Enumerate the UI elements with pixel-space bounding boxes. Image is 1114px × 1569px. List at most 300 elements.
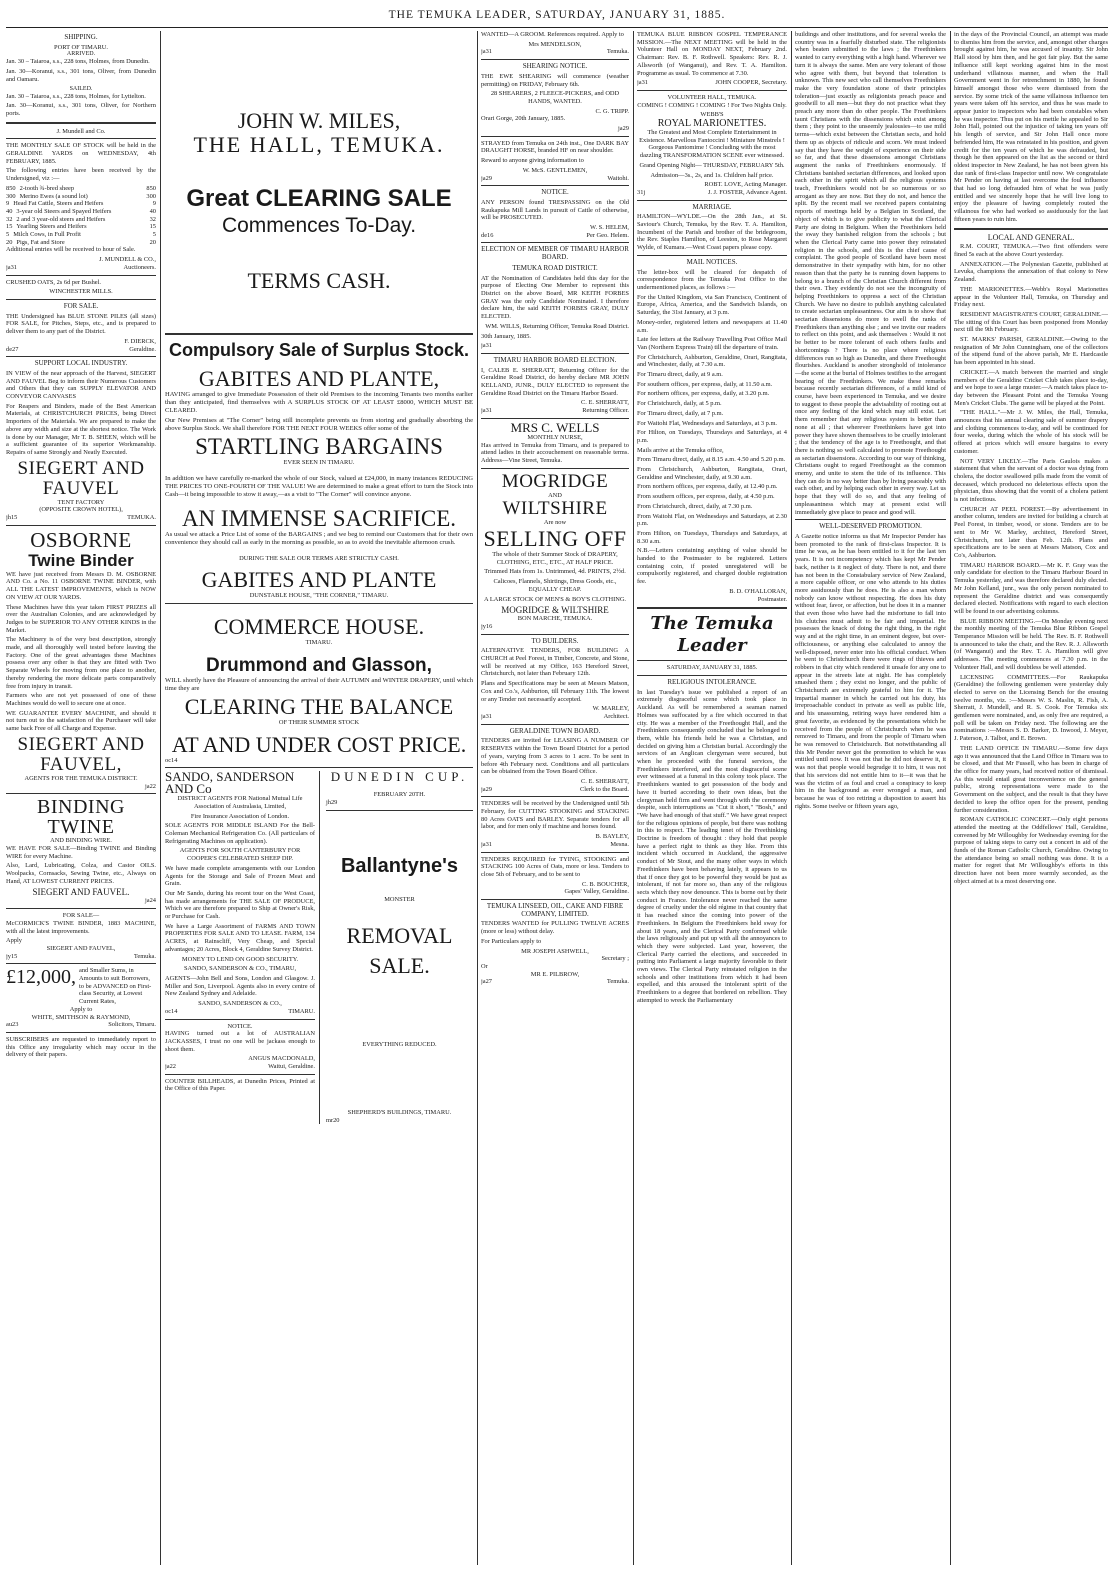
ad-ref: 31j xyxy=(637,188,646,196)
local-news-item: RESIDENT MAGISTRATE'S COURT, GERALDINE.—The sitting of this Court has been postponed from Monday next till the 9th February. xyxy=(954,310,1108,334)
ad-title: MOGRIDGE xyxy=(501,470,609,492)
stock-row xyxy=(6,216,156,224)
ad-role: Secretary ; xyxy=(601,955,629,963)
ad-ref: jh29 xyxy=(326,798,338,806)
ad-text: Trimmed Hats from 1s. Untrimmed, 4d. PRINTS, 2½d. xyxy=(484,568,626,576)
notice-text: From Hilton, on Tuesdays, Thursdays and Saturdays, at 8.30 a.m. xyxy=(637,529,787,545)
stock-row xyxy=(6,231,156,239)
ad-text: Also, Lard, Lubricating, Colza, and Castor OILS. Woolpacks, Cornsacks, Sewing Twine, etc., Always on Hand, AT LOWEST CURRENT PRICES. xyxy=(6,862,156,885)
ad-text: THE MONTHLY SALE OF STOCK will be held in the GERALDINE YARDS on WEDNESDAY, 4th FEBRUARY, 1885. xyxy=(6,142,156,165)
divider xyxy=(165,603,473,604)
local-news-list xyxy=(954,243,1108,885)
ad-title: £12,000, xyxy=(6,966,76,989)
ad-subtitle: (OPPOSITE CROWN HOTEL), xyxy=(39,506,123,514)
ad-text: AT the Nomination of Candidates held this day for the purpose of Electing One Member to represent this District on the above Board, MR KEITH FORBES GRAY was the only Candidate Nominated. I therefore declare him, the said KEITH FORBES GRAY, DULY ELECTED. xyxy=(481,274,629,321)
section-heading: SHIPPING. xyxy=(64,33,98,41)
ad-title: Ballantyne's xyxy=(340,854,459,877)
stock-description: Yearling Steers and Heifers xyxy=(16,223,87,231)
ad-text: Or xyxy=(481,962,488,970)
ad-heading: TO BUILDERS. xyxy=(531,636,579,645)
ad-signature: JOHN COOPER, Secretary. xyxy=(715,79,787,87)
ad-subtitle: DUNSTABLE HOUSE, "THE CORNER," TIMARU. xyxy=(249,592,389,600)
ad-signature: W. S. HELEM, xyxy=(590,224,629,232)
ad-text: A LARGE STOCK OF MEN'S & BOY'S CLOTHING. xyxy=(483,595,627,603)
ad-text: 28 SHEARERS, 2 FLEECE-PICKERS, and ODD HANDS, WANTED. xyxy=(490,90,620,105)
ad-title: AN IMMENSE SACRIFICE. xyxy=(181,505,457,531)
divider xyxy=(165,767,473,768)
right-ads xyxy=(326,771,473,1124)
notice-text: Late fee letters at the Railway Travelling Post Office Mail Van (Northern Express Train) till the departure of train. xyxy=(637,336,787,351)
ad-text: Has arrived in Temuka from Timaru, and is prepared to attend ladies in their accouchement on reasonable terms. Address—Vine Street, Temuka. xyxy=(481,441,629,464)
ad-signature: J. J. FOSTER, Advance Agent. xyxy=(707,188,787,196)
local-news-item: ST. MARKS' PARISH, GERALDINE.—Owing to the resignation of Mr John Cunningham, one of the collectors of the stipend fund of the above parish, Mr E. Hardcastle has been appointed in his stead. xyxy=(954,336,1108,367)
ad-text: Our New Premises at "The Corner" being still incomplete prevents us from storing and gradually absorbing the above Surplus Stock. We shall therefore FOR THE NEXT FOUR WEEKS offer some of the xyxy=(165,417,473,432)
divider xyxy=(6,138,156,139)
stock-count: 32 xyxy=(149,215,156,223)
ad-subtitle: DURING THE SALE OUR TERMS ARE STRICTLY CASH. xyxy=(239,554,399,562)
ad-subtitle: FEBRUARY 20TH. xyxy=(373,791,426,799)
divider xyxy=(481,468,629,469)
ad-subtitle: MONSTER xyxy=(384,895,415,903)
stock-description: 2-tooth ¾-bred sheep xyxy=(19,184,75,192)
ad-ref: au23 xyxy=(6,1021,19,1029)
notice-text: From southern offices, per express, daily, at 4.50 p.m. xyxy=(637,493,775,501)
notice-text: For Timaru direct, daily, at 9 a.m. xyxy=(637,371,723,379)
shipping-entry: Jan. 30 – Taiaroa, s.s., 228 tons, Holmes, from Dunedin. xyxy=(6,58,150,66)
ad-signature: F. DIERCK, xyxy=(124,337,156,345)
divider xyxy=(481,418,629,419)
ad-heading: TEMUKA ROAD DISTRICT. xyxy=(512,263,598,272)
article-body: A Gazette notice informs us that Mr Inspector Pender has been promoted to the rank of first-class Inspector. It is time he was, as he has been entitled to it for the last ten years. It is not incompetency which has kept Mr Pender back, neither is it neglect of duty. There is not, and there has not been in the Constabulary service of New Zealand, a more capable officer, or one who attends to his duties more assiduously than he does. He is also a man whom nobody can know without respecting. He does his duty without fear, favor, or affection, but he does it in a manner that even those who have had the misfortune to fall into his clutches must admit to be fair and impartial. He possesses the knack of doing the right thing, in the right way and at the right time, in an eminent degree, but over-officiousness, or anything else calculated to annoy the well-disposed, never enter into his official conduct. When he went to Christchurch there were rings of thieves and robbers in that city which rendered it unsafe for any one to appear in the streets late at night. He has completely smashed them ; they exist no longer, and the public of Christchurch are extremely grateful to him for it. The impartial manner in which he carried out his duty, his irreproachable conduct in private as well as public life, and his unassuming, retiring ways have rendered him a great favorite, as evidenced by the presentations which he received from the people of Christchurch when he was removed to Timaru, and from the people of Timaru when he was removed to Christchurch. But notwithstanding all this Mr Pender never got the promotion to which he was entitled until now. It was not that he did not deserve it, it was not that people would begrudge it to him, it was not that his services did not entitle him to it—it was that he was the victim of as foul and cruel a conspiracy to keep him in the background as ever wronged a man, and because he was of too retiring a disposition to assert his rights. Some twelve or fifteen years ago, xyxy=(795,533,946,810)
ad-signature: MOGRIDGE & WILTSHIRE xyxy=(501,605,609,616)
ad-heading: NOTICE. xyxy=(227,1022,253,1030)
ad-signature: C. B. BOUCHER, xyxy=(581,880,629,888)
ad-text: For Reapers and Binders, made of the Best American Materials, at CHRISTCHURCH PRICES, being Direct Importers of the Materials. We are prepared to make the above any width and size at the shortest notice. The Work is done by our Manager, Mr T. B. SHEEN, which will be a sufficient guarantee of its superior Workmanship. Repairs of same Strongly and Neatly Executed. xyxy=(6,402,156,456)
ad-text: The Greatest and Most Complete Entertainment in Existence. Marvellous Fantoccini ! Miniature Minstrels ! Gorgeous Pantomime ! Concluding with the most dazzling TRANSFORMATION SCENE ever witnessed. xyxy=(639,129,785,160)
ad-ref: jh15 xyxy=(6,514,18,522)
ad-title: GABITES AND PLANTE xyxy=(201,567,437,593)
notice-text: Money-order, registered letters and newspapers at 11.40 a.m. xyxy=(637,318,787,334)
divider xyxy=(6,908,156,909)
notice-text: For northern offices, per express, daily, at 3.20 p.m. xyxy=(637,390,770,398)
ad-text: WE have just received from Messrs D. M. OSBORNE AND Co. a No. 11 OSBORNE TWINE BINDER, with ALL THE LATEST IMPROVEMENTS, which is NOW ON VIEW AT OUR YARDS. xyxy=(6,570,156,601)
ad-text: THE Undersigned has BLUE STONE PILES (all sizes) FOR SALE, for Pitches, Steps, etc., and is prepared to deliver them to any part of the District. xyxy=(6,312,156,336)
subheading: SAILED. xyxy=(69,85,93,92)
article-body: In last Tuesday's issue we published a report of an extremely disgraceful scene which took place in Auckland. As will be remembered a seaman named Holmes was suffocated by a fire which occurred in that city. He was a member of the Freethought Hall, and the Freethinkers consequently concluded that he belonged to them, while his friends held he was a Christian, and decided on giving him a Christian burial. Accordingly the services of an Anglican clergyman were secured, but when he proceeded with the funeral services, the Freethinkers interfered, and the most disgraceful scene ever witnessed at a funeral in this colony took place. The Freethinkers wanted to get possession of the body and have it buried according to their own ideas, but the clergyman held firm and went through with the ceremony despite, such interruptions as "Cut it short," "Bosh," and "We have had enough of that stuff." We have great respect for the religious opinions of people, but there was nothing in this to respect. The leading tenet of the Freethinking Doctrine is freedom of thought : they hold that people have a perfect right to think as they like. From this incident which occurred in Auckland, the aggressive conduct of Mr Stout, and the many other ways in which Freethinkers have been behaving lately, it appears to us that if once they got to be powerful they would be just as intolerant, if not far more so, than any of the religious sects which they now denounce. This is borne out by their conduct in France. Intolerance never reached the same degree of cruelty under the old régime in that country that it has reached since the coming into power of the Freethinkers. In Belgium the Freethinkers held sway for about 18 years, and the Clerical Party conformed while the laws religiously and put up with all the annoyances to which they were subjected. Last year, however, the Clerical Party carried the elections, and succeeded in putting into Parliament a large majority favorable to their own views. The Clerical Party reinstated religion in the schools and other institutions from which it had been expelled, and this aroused the intolerant spirit of the Freethinkers to a degree that bordered on rebellion. They attempted to wreck the Parliamentary xyxy=(637,688,787,1004)
ad-role: Clerk to the Board. xyxy=(580,785,629,793)
notice-text: For Christchurch, Ashburton, Geraldine, Orari, Rangitata, and Winchester, daily, at 7.30 a.m. xyxy=(637,353,787,369)
ad-text: Additional entries will be received to hour of Sale. xyxy=(6,246,136,254)
stock-list xyxy=(6,185,156,247)
ad-ref: de16 xyxy=(481,231,494,239)
notice-text: For southern offices, per express, daily, at 11.50 a.m. xyxy=(637,380,773,388)
stock-row xyxy=(6,223,156,231)
ad-title: SANDO, SANDERSON AND Co xyxy=(165,769,295,797)
ad-text: The Machinery is of the very best description, strongly made, and all thoroughly well tested before leaving the Factory. One of the great advantages these Machines possess over any other is that they are fitted with Two Separate Wheels for moving from one place to another, thereby rendering the more delicate parts comparatively free from injury in transit. xyxy=(6,636,156,690)
ad-ref: jy15 xyxy=(6,952,18,960)
ad-title: BINDING TWINE xyxy=(37,796,125,839)
divider xyxy=(481,899,629,900)
ad-title: Compulsory Sale of Surplus Stock. xyxy=(168,340,470,360)
ad-title: Great CLEARING SALE xyxy=(186,185,452,212)
stock-count: 20 xyxy=(149,238,156,246)
subheading: PORT OF TIMARU. xyxy=(54,43,108,51)
ad-title: OSBORNE xyxy=(30,527,132,552)
ad-text: ANY PERSON found TRESPASSING on the Old Raukapuka Mill Lands in pursuit of Cattle of otherwise, will be PROSECUTED. xyxy=(481,198,629,222)
notice-text: From Christchurch, direct, daily, at 7.30 p.m. xyxy=(637,502,753,510)
ad-text: WE GUARANTEE EVERY MACHINE, and should it not turn out to the satisfaction of the Purchaser will take same back Free of all Charge and Expense. xyxy=(6,709,156,733)
column-1 xyxy=(6,31,156,1565)
ad-role: Postmaster. xyxy=(757,595,787,603)
notice-text: From northern offices, per express, daily, at 12.40 p.m. xyxy=(637,483,778,491)
ad-title: ROYAL MARIONETTES. xyxy=(657,118,767,130)
ad-signature: J. MUNDELL & CO., xyxy=(99,256,156,264)
ad-signature: WM. WILLS, Returning Officer, Temuka Road District. xyxy=(485,322,629,330)
ad-text: and Smaller Sums, in Amounts to suit Borrowers, to be ADVANCED on First-class Security, at Lowest Current Rates, xyxy=(79,967,152,1006)
ad-text: MONEY TO LEND ON GOOD SECURITY. xyxy=(181,955,299,963)
ad-signature: Mrs MENDELSON, xyxy=(528,40,582,48)
ad-subtitle: AND BINDING WIRE. xyxy=(50,837,112,845)
divider xyxy=(6,525,156,526)
ad-signature: WINCHESTER MILLS. xyxy=(49,288,113,296)
ad-text: These Machines have this year taken FIRST PRIZES all over the Australian Colonies, and are acknowledged by Judges to be SUPERIOR TO ANY OTHER KINDS in the Market. xyxy=(6,603,156,634)
ad-title: MRS C. WELLS xyxy=(510,419,600,435)
ad-signature: C. E. SHERRATT, xyxy=(581,777,629,785)
ad-subtitle: SHEPHERD'S BUILDINGS, TIMARU. xyxy=(347,1109,452,1117)
divider xyxy=(481,634,629,635)
notice-text: For Hilton, on Tuesdays, Thursdays and Saturdays, at 4 p.m. xyxy=(637,429,787,444)
ad-text: TENDERS are invited for LEASING A NUMBER OF RESERVES within the Town Board District for a period of years, varying from 3 acres to 1 acre. To be sent in before 4th February next. Conditions and all particulars can be obtained from the Town Board Office. xyxy=(481,737,629,776)
divider xyxy=(637,660,787,661)
ad-title: Drummond and Glasson, xyxy=(206,654,432,676)
stock-description: Head Fat Cattle, Steers and Heifers xyxy=(13,200,104,208)
ad-text: COUNTER BILLHEADS, at Dunedin Prices, Printed at the Office of this Paper. xyxy=(165,1077,315,1093)
local-news-item: "THE HALL."—Mr J. W. Miles, the Hall, Temuka, announces that his annual clearing sale of summer drapery and clothing commences to-day, and will be continued for four weeks, during which the whole of his stock will be offered at prices which will ensure bargains to every customer. xyxy=(954,409,1108,455)
ad-place: Mesna. xyxy=(610,840,629,848)
ad-subtitle: WEBB'S xyxy=(700,111,724,119)
shipping-entry: Jan. 30 – Taiaroa, s.s., 228 tons, Holmes, for Lyttelton. xyxy=(6,92,146,100)
notice-text: For Waitohi Flat, Wednesdays and Saturdays, at 3 p.m. xyxy=(637,419,778,427)
stock-count: 40 xyxy=(6,207,13,215)
ad-text: Reward to anyone giving information to xyxy=(481,157,584,165)
article-body: buildings and other institutions, and for several weeks the country was in a fearfully disturbed state. The religionists when beaten submitted to the laws ; the Freethinkers wanted to carry everything with a high hand. Wherever we turn it is always the same. Men are very tolerant of those who agree with them, but beyond that toleration is unknown. This new sect who call themselves Freethinkers make the very foundation stone of their principles toleration—just exactly as religionists preach peace and goodwill to all men—but they do not practice what they preach any more than do other people. The Freethinkers taunt Christians with the dissensions which exist among them ; they point to the unseemly jealousies—to use mild terms—which exist between the Christian sects, and hold them up as objects of ridicule and scorn. We must indeed say that they have the weight of experience on their side so far, and that these dissensions amongst Christians augment the ranks of Freethinkers enormously. If Christians banished sectarian differences, and looked upon each other in the spirit which all the religious systems teach, Freethinkers would not be so numerous or so arrogant as they are now. But they do not, and hence the split. By the recent mail we received papers containing reports of meetings held by a Belgian in Scotland, the object of which is to give publicity to what the Clerical Party are doing in Belgium. When the Freethinkers held the sway they banished religion from the schools ; but when the Clerical Party came into power they reinstated religion in the schools, and this is the chief cause of complaint. The good people of Scotland have been most demonstrative in their sympathy with him, for no other reason than that the party he is running down happens to belong to a branch of the Christian Church different from their own. They evidently do not see the incongruity of helping Freethinkers to oppress a sect of the Christian Church. We have no desire to publish anything calculated to create sectarian unpleasantness. Our aim is to show that sectarian dissensions do more to swell the ranks of Freethinkers than anything else ; and we invite our readers to reflect on this point, and ask themselves : Would it not be better to be more tolerant of each others faults and shortcomings ? There is no place where religious differences run so high as Dunedin, and there Freethought flourishes. Auckland is another stronghold of intolerance—the scene at the burial of Holmes testifies to the arrogant bearing of the Freethinkers. We make these remarks because recently sectarian differences, of a mild kind of course, have been experienced in Temuka, and we desire to suggest to these people the advisability of rooting out at once any feeling of the kind which may still exist. Let them remember that any religious system is better than none at all ; that wherever Freethinkers have got into power they have shown themselves to be cruelly intolerant ; that the tendency of the age is to Freethought, and that there is nothing so well calculated to promote Freethought as sectarian dissensions. According to our way of thinking, Christians ought to regard Freethought as the common enemy, and unite to stem the tide of its influence. This they can do in no way better than by living peaceably with each other, and by helping each other in every way. Let us hope that they will do so, and that any feeling of unpleasantness which may at present exist will immediately give place to peace and good will. xyxy=(795,31,946,516)
ad-place: Temuka. xyxy=(133,952,156,960)
shipping-entry: Jan. 30—Koranui, s.s., 301 tons, Oliver, from Dunedin and Oamaru. xyxy=(6,68,156,83)
ad-ref: ja31 xyxy=(481,840,493,848)
stock-count: 850 xyxy=(6,184,16,192)
divider xyxy=(326,810,473,811)
divider xyxy=(637,255,787,256)
ad-title: SIEGERT AND FAUVEL xyxy=(17,457,145,499)
ad-text: STRAYED from Temuka on 24th inst., One DARK BAY DRAUGHT HORSE, branded HF on near shoulder. xyxy=(481,139,629,155)
article-title: WELL-DESERVED PROMOTION. xyxy=(819,522,922,531)
notice-text: The letter-box will be cleared for despatch of correspondence from the Temuka Post Office to the undermentioned places, as follows :— xyxy=(637,268,787,291)
ad-text: Apply xyxy=(6,937,22,945)
ad-title: SIEGERT AND FAUVEL, xyxy=(17,733,145,775)
stock-count: 40 xyxy=(149,207,156,215)
notice-text: From Timaru direct, daily, at 8.15 a.m. 4.50 and 5.20 p.m. xyxy=(637,456,786,464)
ad-role: Architect. xyxy=(603,713,629,720)
local-news-item: R.M. COURT, TEMUKA.—Two first offenders were fined 5s each at the above Court yesterday. xyxy=(954,243,1108,258)
ad-signature: C. G. TRIPP. xyxy=(595,107,629,115)
ad-heading: NOTICE. xyxy=(541,188,569,197)
ad-text: TEMUKA BLUE RIBBON GOSPEL TEMPERANCE MISSION.—The NEXT MEETING will be held in the Volunteer Hall on MONDAY NEXT, February 2nd. Chairman: Rev. B. F. Rothwell. Speakers: Rev. R. J. Allsworth (of Wanganui), and Rev. T. A. Hamilton. Programme as usual. To commence at 7.30. xyxy=(637,31,787,77)
ad-text: TENDERS REQUIRED for TYING, STOOKING and STACKING 100 Acres of Oats, more or less. Tenders to close 5th of February, and to be sent to xyxy=(481,855,629,878)
ad-title: STARTLING BARGAINS xyxy=(195,434,443,459)
ad-text: As usual we attack a Price List of some of the BARGAINS ; and we beg to remind our Customers that for their own convenience they should call as early in the morning as possible, so as to avoid the inevitable afternoon crush. xyxy=(165,530,473,546)
divider xyxy=(481,353,629,354)
ad-text: IN VIEW of the near approach of the Harvest, SIEGERT AND FAUVEL Beg to inform their Numerous Customers and Others that they can SUPPLY ELEVATOR AND CONVEYOR CANVASES xyxy=(6,369,156,401)
ad-heading: SHEARING NOTICE. xyxy=(522,62,588,71)
ad-text: HAVING turned out a lot of AUSTRALIAN JACKASSES, I trust no one will be jackass enough to shoot them. xyxy=(165,1030,315,1053)
notice-text: N.B.—Letters containing anything of value should be handed to the Postmaster to be registered. Letters containing coin, if posted unregistered will be compulsorily registered, and charged double registration fee. xyxy=(637,547,787,586)
stock-count: 300 xyxy=(146,192,156,200)
column-divider xyxy=(633,31,634,1565)
ad-signature: SIEGERT AND FAUVEL, xyxy=(46,944,116,952)
divider xyxy=(6,275,156,276)
stock-count: 15 xyxy=(6,223,13,231)
notice-text: For the United Kingdom, via San Francisco, Continent of Europe, Africa, America, and the Sandwich Islands, on Saturday, the 31st January, at 3 p.m. xyxy=(637,293,787,317)
stock-count: 5 xyxy=(152,231,156,239)
ad-text: Fire Insurance Association of London. xyxy=(190,812,290,820)
divider xyxy=(6,122,156,124)
divider xyxy=(481,796,629,797)
stock-row xyxy=(6,193,156,201)
column-2 xyxy=(165,31,473,1565)
ad-text: DISTRICT AGENTS FOR National Mutual Life Association of Australasia, Limited, xyxy=(177,795,303,810)
divider xyxy=(637,200,787,201)
column-6 xyxy=(954,31,1108,1565)
ad-subtitle: OF THEIR SUMMER STOCK xyxy=(278,718,360,726)
ad-place: Waitohi. xyxy=(607,174,629,182)
ad-text: HAVING arranged to give Immediate Possession of their old Premises to the incoming Tenants two months earlier than they anticipated, find themselves with A SURPLUS STOCK OF AT LEAST £8000, WHICH MUST BE CLEARED. xyxy=(165,391,473,414)
divider xyxy=(637,607,787,609)
ad-title: Twine Binder xyxy=(28,550,134,570)
ad-place: TIMARU. xyxy=(288,1007,315,1015)
divider xyxy=(481,59,629,60)
divider xyxy=(6,793,156,794)
ad-text: WANTED—A GROOM. References required. Apply to xyxy=(481,31,624,38)
ad-subtitle: Are now xyxy=(543,519,567,527)
ad-text: 30th January, 1885. xyxy=(481,332,531,340)
stock-description: 3-year old Steers and Spayed Heifers xyxy=(16,207,112,215)
ad-place: Waitui, Geraldine. xyxy=(268,1063,315,1071)
stock-description: Milch Cows, in Full Profit xyxy=(13,231,81,239)
local-news-item: THE MARIONETTES.—Webb's Royal Marionettes appear in the Volunteer Hall, Temuka, on Thursday and Friday next. xyxy=(954,285,1108,309)
column-5 xyxy=(795,31,946,1565)
ad-text: In addition we have carefully re-marked the whole of our Stock, valued at £24,000, in many instances REDUCING THE PRICES TO ONE-FOURTH OF THE VALUE! We are determined to make a great effort to turn the Stock into Cash—it being impossible to stow it away,—as a visit to "The Corner" will convince anyone. xyxy=(165,474,473,498)
ad-text: McCORMICK'S TWINE BINDER, 1883 MACHINE, with all the latest improvements. xyxy=(6,919,156,935)
shipping-entry: Jan. 30—Koranui, s.s., 301 tons, Oliver, for Northern ports. xyxy=(6,102,156,117)
divider xyxy=(6,299,156,300)
ad-ref: ja22 xyxy=(144,782,156,790)
ad-text: Plans and Specifications may be seen at Messrs Matson, Cox and Co.'s, Ashburton, till February 11th. The lowest or any Tender not necessarily accepted. xyxy=(481,680,629,703)
ad-text: I, CALEB E. SHERRATT, Returning Officer for the Geraldine Road District, do hereby declare MR JOHN KELLAND, JUNR., DULY ELECTED to represent the Geraldine Road District on the Timaru Harbor Board. xyxy=(481,366,629,397)
ad-ref: ja27 xyxy=(481,978,493,986)
ad-text: Farmers who are not yet possessed of one of these Machines would do well to secure one at once. xyxy=(6,692,156,707)
ad-title: Commences To-Day. xyxy=(221,214,417,237)
ad-signature: B. D. O'HALLORAN, xyxy=(729,587,787,595)
notice-text: From Christchurch, Ashburton, Rangitata, Orari, Geraldine and Winchester, daily, at 9.30 a.m. xyxy=(637,466,787,481)
ad-title: SELLING OFF xyxy=(483,526,627,552)
local-news-item: THE LAND OFFICE IN TIMARU.—Some few days ago it was announced that the Land Office in Timaru was to be closed, and that Mr Fussell, who has been in charge of the office for many years, had received notice of dismissal. As this would entail great inconvenience on the general public, strong representations were made to the Government on the subject, and the result is that they have decided to keep the office open for the present, pending further consideration. xyxy=(954,744,1108,814)
stock-count: 5 xyxy=(6,231,10,239)
ad-text: SOLE AGENTS FOR MIDDLE ISLAND For the Bell-Coleman Mechanical Refrigeration Co. (All particulars of Refrigerating Machines on application). xyxy=(165,822,315,845)
column-divider xyxy=(477,31,478,1565)
ad-heading: ELECTION OF MEMBER OF TIMARU HARBOR BOARD. xyxy=(481,245,629,262)
notice-text: For Timaru direct, daily, at 7 p.m. xyxy=(637,409,724,417)
divider xyxy=(637,90,787,91)
ad-ref: de27 xyxy=(6,345,19,353)
ad-title: GABITES AND PLANTE, xyxy=(198,366,440,391)
ad-text: The whole of their Summer Stock of DRAPERY, CLOTHING, ETC., ETC., AT HALF PRICE. xyxy=(492,551,618,566)
ad-title: WILTSHIRE xyxy=(502,498,608,520)
ad-title: JOHN W. MILES, xyxy=(237,108,401,133)
ad-title: THE HALL, TEMUKA. xyxy=(193,132,445,157)
ad-signature: W. McS. GENTLEMEN, xyxy=(522,166,588,174)
divider xyxy=(637,675,787,676)
local-news-item: TIMARU HARBOR BOARD.—Mr K. F. Gray was the only candidate for election to the Timaru Harbour Board in Temuka yesterday, and was therefore declared duly elected. Mr John Kelland, junr., was the only person nominated to represent the Geraldine district and was consequently declared elected. Notifications with regard to each election will be found in our advertising columns. xyxy=(954,561,1108,615)
divider xyxy=(795,519,946,520)
local-news-item: ANNEXATION.—The Polynesian Gazette, published at Levuka, champions the annexation of that colony to New Zealand. xyxy=(954,260,1108,284)
ad-text: We have made complete arrangements with our London Agents for the Storage and Sale of Frozen Meat and Grain. xyxy=(165,864,315,888)
ad-role: Auctioneers. xyxy=(123,263,156,271)
column-3 xyxy=(481,31,629,1565)
ad-text: The following entries have been received by the Undersigned, viz :— xyxy=(6,167,156,183)
ad-signature: W. MARLEY, xyxy=(592,705,629,713)
ad-ref: ja29 xyxy=(481,785,493,793)
local-news-item: CHURCH AT PEEL FOREST.—By advertisement in another column, tenders are invited for building a church at Peel Forest, in timber, wood, or stone. Tenders are to be sent to Mr W. Marley, architect, Hereford Street, Christchurch, not later than Feb. 12th. Plans and specifications are to be seen at Messrs Matson, Cox and Co's, Ashburton. xyxy=(954,505,1108,559)
ad-heading: FOR SALE— xyxy=(62,912,100,920)
ad-text: Orari Gorge, 20th January, 1885. xyxy=(481,115,566,123)
ad-title: REMOVAL SALE. xyxy=(346,923,453,979)
ad-place: Geraldine. xyxy=(129,345,156,353)
ad-text: Apply to xyxy=(69,1005,93,1013)
ad-subtitle: TENT FACTORY xyxy=(57,498,105,506)
ad-text: TENDERS will be received by the Undersigned until 5th February, for CUTTING STOOKING and STACKING 80 Acres OATS and BARLEY. Separate tenders for all labor, and for men only if machine and horses found. xyxy=(481,800,629,831)
ad-role: Returning Officer. xyxy=(582,407,629,415)
ad-signature: WHITE, SMITHSON & RAYMOND, xyxy=(31,1013,131,1021)
top-rule xyxy=(6,27,1108,28)
divider xyxy=(481,242,629,243)
ad-ref: ja31 xyxy=(481,342,493,350)
divider xyxy=(481,852,629,853)
ad-ref: ja31 xyxy=(481,713,493,720)
notice-text: HAMILTON—WYLDE.—On the 28th Jan., at St. Saviour's Church, Temuka, by the Rev. T. A. Hamilton, Incumbent of the Parish and brother of the bridegroom, the Rev. Staples Hamilton, of Leeston, to Rose Margaret Wylde, of Kumara.—West Coast papers please copy. xyxy=(637,213,787,252)
ad-signature: MR JOSEPH ASHWELL, xyxy=(521,947,589,955)
local-news-item: CRICKET.—A match between the married and single members of the Geraldine Cricket Club takes place to-day, and we hope to see a large muster.—A match takes place to-day between the Pleasant Point and the Temuka Young Men's Cricket Clubs. The game will be played at the Point. xyxy=(954,368,1108,407)
ad-signature: ROBT. LOVE, Acting Manager. xyxy=(704,181,787,189)
ad-ref: mr20 xyxy=(326,1116,340,1124)
ad-text: CRUSHED OATS, 2s 6d per Bushel. xyxy=(6,278,101,286)
section-heading: MAIL NOTICES. xyxy=(686,257,738,266)
ad-ref: ja31 xyxy=(637,79,649,87)
divider xyxy=(6,963,156,964)
divider xyxy=(6,1032,156,1033)
column-4 xyxy=(637,31,787,1565)
stock-count: 32 xyxy=(6,215,13,223)
stock-description: Pigs, Fat and Store xyxy=(16,238,65,246)
ad-ref: ja31 xyxy=(481,48,493,56)
ad-ref: oc14 xyxy=(165,756,178,764)
divider xyxy=(481,136,629,137)
stock-count: 300 xyxy=(6,192,16,200)
article-title: RELIGIOUS INTOLERANCE. xyxy=(667,678,757,686)
ad-text: We have a Large Assortment of FARMS AND TOWN PROPERTIES FOR SALE AND TO LEASE. FARM, 134 ACRES, at Rainscliff, Very Cheap, and Special advantages; 20 Acres, Block 4, Geraldine Survey District. xyxy=(165,922,315,953)
masthead: THE TEMUKA LEADER, SATURDAY, JANUARY 31, 1885. xyxy=(388,9,726,21)
ad-text: COMING ! COMING ! COMING ! For Two Nights Only. xyxy=(637,101,787,109)
ad-ref: ja31 xyxy=(6,263,18,271)
ad-text: ALTERNATIVE TENDERS, FOR BUILDING A CHURCH at Peel Forest, in Timber, Concrete, and Stone, will be received at my Office, 163 Hereford Street, Christchurch, not later than February 12th. xyxy=(481,647,629,678)
ad-place: Per Geo. Helem. xyxy=(586,231,629,239)
stock-count: 9 xyxy=(6,200,10,208)
section-heading: MARRIAGE. xyxy=(692,202,732,211)
stock-count: 15 xyxy=(149,223,156,231)
ad-ref: ja29 xyxy=(481,174,493,182)
notice-text: From Waitohi Flat, on Wednesdays and Saturdays, at 2.30 p.m. xyxy=(637,512,787,528)
ad-place: Gapes' Valley, Geraldine. xyxy=(564,888,629,896)
ad-text: Admission—3s., 2s, and 1s. Children half price. xyxy=(650,171,774,179)
ad-signature: C. E. SHERRATT, xyxy=(581,399,629,407)
ad-place: Temuka. xyxy=(606,978,629,986)
stock-row xyxy=(6,208,156,216)
ad-text: For Particulars apply to xyxy=(481,937,542,945)
ad-title: TERMS CASH. xyxy=(247,268,391,293)
ad-text: Grand Opening Night— THURSDAY, FEBRUARY 5th. xyxy=(639,161,785,169)
stock-count: 850 xyxy=(146,184,156,192)
stock-description: 2 and 3 year-old steers and Heifers xyxy=(16,215,106,223)
divider xyxy=(481,724,629,725)
stock-count: 9 xyxy=(152,200,156,208)
divider xyxy=(481,185,629,186)
ad-role: Solicitors, Timaru. xyxy=(108,1021,156,1029)
divider xyxy=(954,228,1108,230)
ad-text: AGENTS—John Bell and Sons, London and Glasgow. J. Miller and Son, Liverpool. Agents also in every centre of New Zealand Sydney and Adelaide. xyxy=(165,974,315,998)
ad-text: WILL shortly have the Pleasure of announcing the arrival of their AUTUMN and WINTER DRAPERY, until which time they are xyxy=(165,676,473,692)
ad-heading: TEMUKA LINSEED, OIL, CAKE AND FIBRE COMPANY, LIMITED. xyxy=(486,902,624,918)
ad-text: SANDO, SANDERSON & CO., TIMARU, xyxy=(183,965,297,973)
ad-subtitle: BON MARCHE, TEMUKA. xyxy=(517,615,593,623)
ad-ref: jy16 xyxy=(481,622,493,630)
ad-text: Calicoes, Flannels, Shirtings, Dress Goods, etc., EQUALLY CHEAP. xyxy=(493,578,617,593)
ad-subtitle: EVERYTHING REDUCED. xyxy=(362,1041,437,1049)
ad-text: TENDERS WANTED for PULLING TWELVE ACRES (more or less) without delay. xyxy=(481,920,629,936)
subheading: ARRIVED. xyxy=(66,51,96,58)
stock-row xyxy=(6,185,156,193)
ad-heading: FOR SALE. xyxy=(63,301,99,310)
local-news-item: NOT VERY LIKELY.—The Paris Gaulois makes a statement that when the servant of a doctor was dying from cholera, the doctor swallowed pills made from the vomit of deceased, which produced no deleterious effects upon the physician, thus showing that the vomit of a cholera patient is not infectious. xyxy=(954,457,1108,504)
newspaper-nameplate: The Temuka Leader xyxy=(650,613,774,657)
divider xyxy=(6,356,156,357)
ad-title: CLEARING THE BALANCE xyxy=(184,693,454,719)
ad-heading: GERALDINE TOWN BOARD. xyxy=(509,726,601,735)
ad-heading: VOLUNTEER HALL, TEMUKA. xyxy=(667,93,757,101)
divider xyxy=(165,1074,315,1075)
ad-subtitle: AGENTS FOR THE TEMUKA DISTRICT. xyxy=(24,774,138,782)
ad-place: Temuka. xyxy=(606,48,629,56)
stock-row xyxy=(6,239,156,247)
ad-subtitle: EVER SEEN IN TIMARU. xyxy=(283,459,355,466)
article-body: in the days of the Provincial Council, an attempt was made to dismiss him from the service, and, amongst other charges brought against him, he was accused of insanity. Sir John Hall stood by him then, and he got fair play. But the same influence still kept working against him in the most underhand villainous manner, and when the Hall Government went in for retrenchment in 1880, he found himself amongst those who were dismissed from the service. By some trick of the same villainous influence ten years were taken off his service, and thus he was made to appear junior to inspectors who had been constables when he was inspector. Thus put on his mettle he appealed to Sir John Hall, pointed out the injustice of taking ten years off his length of service, and Sir John Hall once more befriended him, He was reinstated in his position, and given credit for the ten years of which he was defrauded, but though he then appeared on the list as the second or third oldest inspector in New Zealand, he has not been given his due rank of first-class Inspector until now. We congratulate Mr Pender on having at last overcome the foul influence that had so long defrauded him of what he was justly entitled and we sincerely hope that he will live long to enjoy the pleasure of having completely routed the villainous foe who had worked so assiduously for the last fifteen years to ruin him. xyxy=(954,31,1108,223)
ad-signature: B. BAYLEY, xyxy=(595,833,629,841)
local-news-item: ROMAN CATHOLIC CONCERT.—Only eight persons attended the meeting at the Oddfellows' Hall, Geraldine, convened by Mr Willoughby for Wednesday evening for the purpose of taking steps to carry out a concert in aid of the funds of the Roman Catholic Church, Geraldine. Owing to the attendance being so small nothing was done. It is a matter for regret that Mr Willoughby's efforts in this direction have not been more warmly seconded, as the object aimed at is a most deserving one. xyxy=(954,816,1108,885)
ad-signature: ANGUS MACDONALD, xyxy=(248,1055,315,1063)
ad-ref: ja31 xyxy=(481,407,493,415)
ad-title: AT AND UNDER COST PRICE. xyxy=(171,731,467,757)
divider xyxy=(165,333,473,335)
ad-text: Our Mr Sando, during his recent tour on the West Coast, has made arrangements for THE SALE OF PRODUCE, Which we are therefore prepared to Ship at Owner's Risk, or Purchase for Cash. xyxy=(165,889,315,921)
ad-ref: ja22 xyxy=(165,1063,177,1071)
